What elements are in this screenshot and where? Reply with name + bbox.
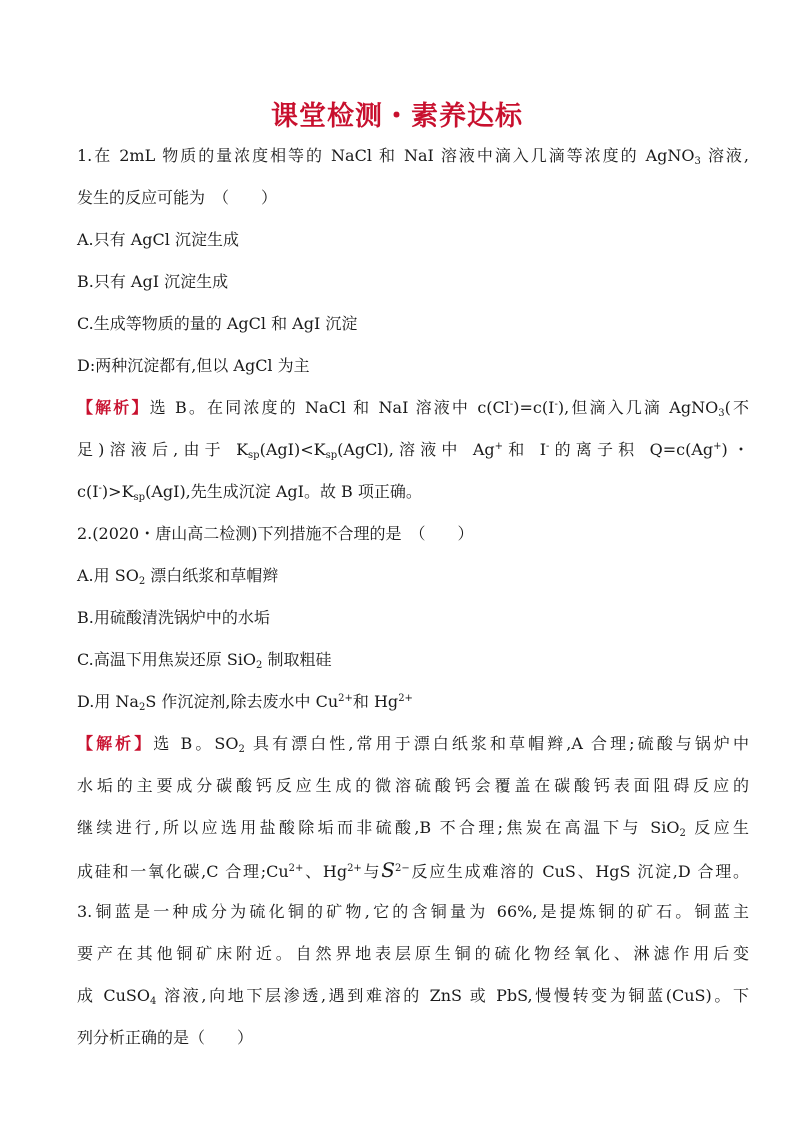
- q2-analysis-line-2: 水垢的主要成分碳酸钙反应生成的微溶硫酸钙会覆盖在碳酸钙表面阻碍反应的: [77, 776, 749, 795]
- q2-option-b: B.用硫酸清洗锅炉中的水垢: [77, 608, 270, 627]
- q1-analysis-line-2: 足)溶液后,由于 $K_{sp}(AgI)<K_{sp}(AgCl)$,溶液中 Ag+和 I-的离子积 Q=c(Ag+)・: [77, 440, 749, 461]
- page-title: 课堂检测・素养达标: [271, 101, 523, 132]
- q2-analysis-line-4: 成硅和一氧化碳,C 合理$;Cu^{2+}$、$Hg^{2+}$与$S^{2-}$反应生成难溶的 CuS、HgS 沉淀,D 合理。: [77, 858, 749, 882]
- q1-analysis-line-1: 【解析】选 B。在同浓度的 NaCl 和 NaI 溶液中 c(Cl-)=c(I-),但滴入几滴 AgNO$_3$(不: [77, 398, 749, 419]
- q1-option-d: D:两种沉淀都有,但以 AgCl 为主: [77, 356, 310, 375]
- analysis-label: 【解析】: [77, 398, 150, 417]
- q3-stem-line-1: 3.铜蓝是一种成分为硫化铜的矿物,它的含铜量为 66%,是提炼铜的矿石。铜蓝主: [77, 902, 749, 921]
- q1-stem-line-2: 发生的反应可能为 （ ）: [77, 188, 278, 207]
- analysis-label: 【解析】: [77, 734, 154, 753]
- q3-stem-line-3: 成 CuSO$_4$ 溶液,向地下层渗透,遇到难溶的 ZnS 或 PbS,慢慢转变为铜蓝(CuS)。下: [77, 986, 749, 1007]
- q1-option-b: B.只有 AgI 沉淀生成: [77, 272, 229, 291]
- q2-option-a: A.用 $SO_2$ 漂白纸浆和草帽辫: [77, 566, 279, 587]
- q2-option-d: D.用 $Na_2S$ 作沉淀剂,除去废水中 $Cu^{2+}$和 $Hg^{2+}$: [77, 692, 413, 713]
- q2-option-c: C.高温下用焦炭还原 SiO$_2$ 制取粗硅: [77, 650, 332, 671]
- q1-analysis-line-3: $c(I^-)>K_{sp}(AgI)$,先生成沉淀 AgI。故 B 项正确。: [77, 482, 422, 503]
- q2-analysis-line-1: 【解析】选 B。$SO_2$ 具有漂白性,常用于漂白纸浆和草帽辫,A 合理;硫酸与锅炉中: [77, 734, 749, 755]
- q1-option-a: A.只有 AgCl 沉淀生成: [77, 230, 239, 249]
- q2-stem: 2.(2020・唐山高二检测)下列措施不合理的是 （ ）: [77, 524, 474, 543]
- q2-analysis-line-3: 继续进行,所以应选用盐酸除垢而非硫酸,B 不合理;焦炭在高温下与 SiO$_2$ 反应生: [77, 818, 749, 839]
- q3-stem-line-2: 要产在其他铜矿床附近。自然界地表层原生铜的硫化物经氧化、淋滤作用后变: [77, 944, 749, 963]
- q3-stem-line-4: 列分析正确的是（ ）: [77, 1028, 254, 1047]
- q1-option-c: C.生成等物质的量的 AgCl 和 AgI 沉淀: [77, 314, 358, 333]
- q1-stem-line-1: 1.在 2mL 物质的量浓度相等的 NaCl 和 NaI 溶液中滴入几滴等浓度的 AgNO$_3$ 溶液,: [77, 146, 749, 167]
